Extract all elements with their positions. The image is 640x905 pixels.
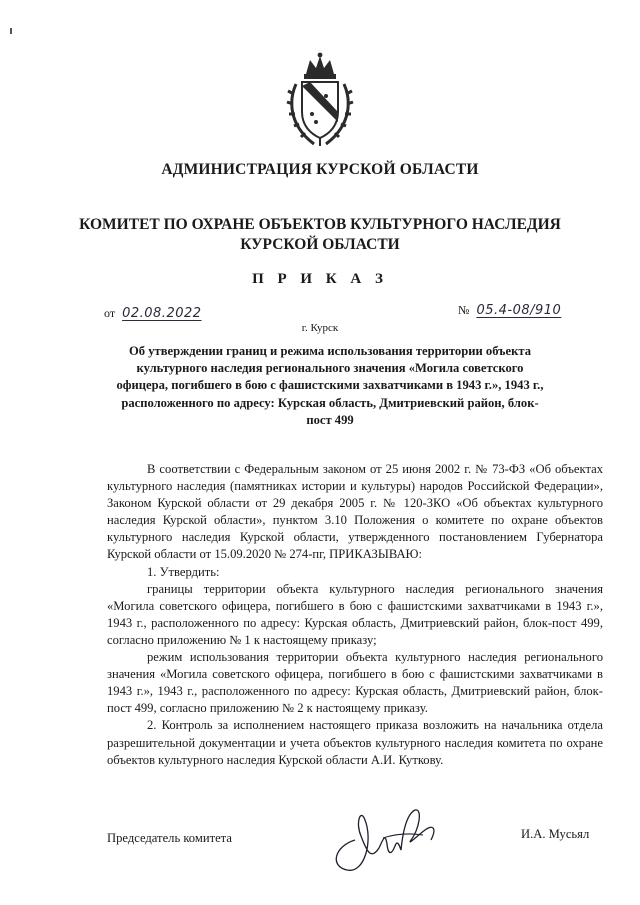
scan-mark <box>10 28 12 34</box>
signatory-position: Председатель комитета <box>107 831 232 845</box>
item-2-control: 2. Контроль за исполнением настоящего приказа возложить на начальника отдела разрешительной документации и учета объектов культурного наследия комитета по охране объектов культурного наследия Курской области А.И. Куткову. <box>107 718 603 767</box>
item-1-regime: режим использования территории объекта культурного наследия регионального значения «Могила советского офицера, погибшего в бою с фашистскими захватчиками в 1943 г.», 1943 г., расположенного по адресу: Курская область, Дмитриевский район, блок-пост 499, согласно приложению № 2 к настоящему приказу. <box>107 650 603 716</box>
order-date <box>104 306 202 321</box>
date-prefix: от <box>104 306 116 320</box>
number-prefix: № <box>458 303 470 317</box>
committee-title-line-2: КУРСКОЙ ОБЛАСТИ <box>240 236 400 253</box>
number-value: 05.4-08/910 <box>476 303 562 318</box>
signatory-name: И.А. Мусьял <box>521 827 590 841</box>
committee-title-line-1: КОМИТЕТ ПО ОХРАНЕ ОБЪЕКТОВ КУЛЬТУРНОГО НАСЛЕДИЯ <box>79 216 561 233</box>
issue-city: г. Курск <box>301 322 339 334</box>
order-subject: Об утверждении границ и режима использования территории объекта культурного наследия регионального значения «Могила советского офицера, погибшего в бою с фашистскими захватчиками в 1943 г.», 1943 г., расположенного по адресу: Курская область, Дмитриевский район, блок-пост 499 <box>116 344 544 427</box>
committee-title <box>0 215 640 255</box>
signature-icon <box>325 800 450 878</box>
order-body <box>107 461 603 769</box>
kursk-coat-of-arms-icon <box>282 50 358 150</box>
order-number <box>458 303 561 318</box>
administration-title: АДМИНИСТРАЦИЯ КУРСКОЙ ОБЛАСТИ <box>161 161 479 178</box>
order-title: П Р И К А З <box>252 271 388 287</box>
item-1-heading: 1. Утвердить: <box>147 564 220 579</box>
date-value: 02.08.2022 <box>122 306 202 321</box>
preamble-paragraph: В соответствии с Федеральным законом от 25 июня 2002 г. № 73-ФЗ «Об объектах культурного наследия (памятниках истории и культуры) народов Российской Федерации», Законом Курской области от 29 декабря 2005 г. № 120-ЗКО «Об объектах культурного наследия Курской области», пунктом 3.10 Положения о комитете по охране объектов культурного наследия Курской области, утвержденного постановлением Губернатора Курской области от 15.09.2020 № 274-пг, ПРИКАЗЫВАЮ: <box>107 462 603 562</box>
item-1-boundaries: границы территории объекта культурного наследия регионального значения «Могила советского офицера, погибшего в бою с фашистскими захватчиками в 1943 г.», 1943 г., расположенного по адресу: Курская область, Дмитриевский район, блок-пост 499, согласно приложению № 1 к настоящему приказу; <box>107 581 603 647</box>
